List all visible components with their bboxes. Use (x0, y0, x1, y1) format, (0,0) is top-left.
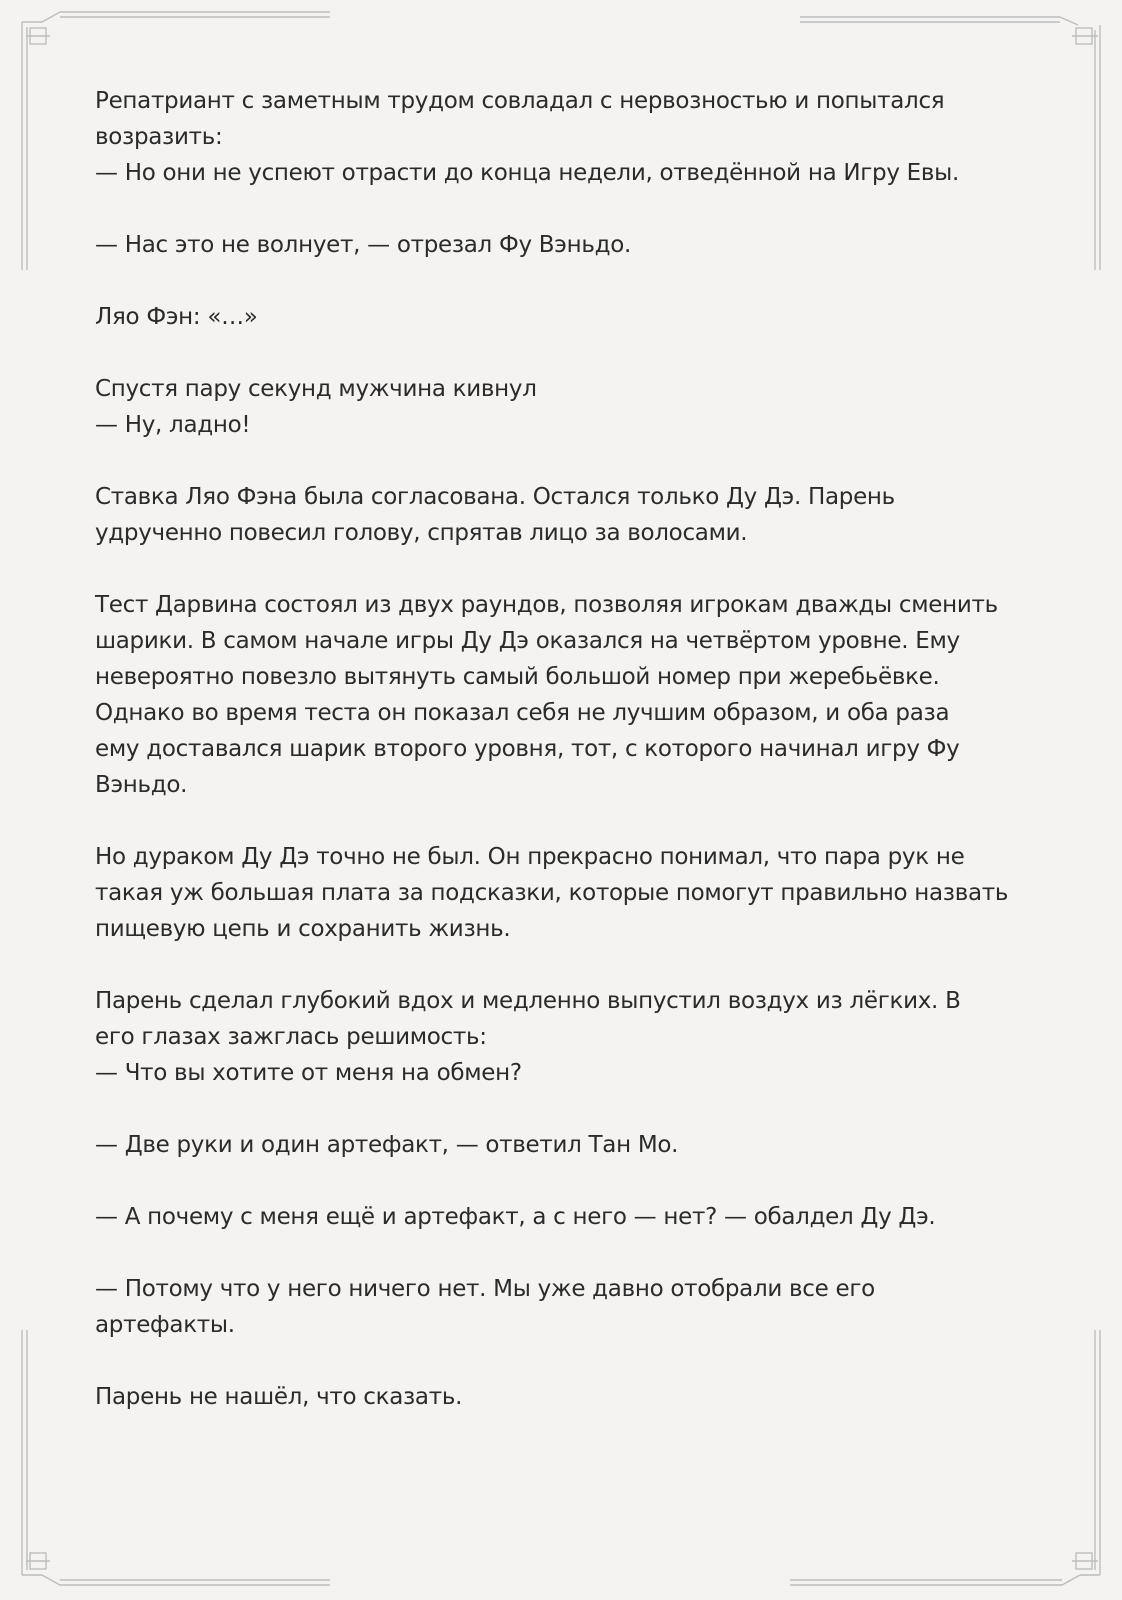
text-line: Но дураком Ду Дэ точно не был. Он прекрасно понимал, что пара рук не (95, 844, 965, 870)
paragraph (95, 839, 1035, 947)
text-line: Парень сделал глубокий вдох и медленно выпустил воздух из лёгких. В (95, 988, 961, 1014)
paragraph (95, 983, 1035, 1091)
text-line: — Но они не успеют отрасти до конца недели, отведённой на Игру Евы. (95, 160, 960, 186)
text-line: артефакты. (95, 1312, 235, 1338)
text-line: Ляо Фэн: «…» (95, 304, 258, 330)
paragraph (95, 227, 1035, 263)
text-line: — Ну, ладно! (95, 412, 251, 438)
story-text (95, 83, 1035, 1451)
text-line: — Нас это не волнует, — отрезал Фу Вэньдо. (95, 232, 631, 258)
text-line: Вэньдо. (95, 772, 188, 798)
text-line: Спустя пару секунд мужчина кивнул (95, 376, 537, 402)
paragraph (95, 83, 1035, 191)
paragraph (95, 479, 1035, 551)
text-line: Однако во время теста он показал себя не лучшим образом, и оба раза (95, 700, 950, 726)
text-line: Репатриант с заметным трудом совладал с нервозностью и попытался (95, 88, 945, 114)
paragraph (95, 1127, 1035, 1163)
paragraph (95, 1271, 1035, 1343)
text-line: — Что вы хотите от меня на обмен? (95, 1060, 522, 1086)
text-line: удрученно повесил голову, спрятав лицо за волосами. (95, 520, 748, 546)
paragraph (95, 587, 1035, 803)
text-line: возразить: (95, 124, 223, 150)
text-line: — Две руки и один артефакт, — ответил Тан Мо. (95, 1132, 679, 1158)
text-line: Тест Дарвина состоял из двух раундов, позволяя игрокам дважды сменить (95, 592, 998, 618)
text-line: такая уж большая плата за подсказки, которые помогут правильно назвать (95, 880, 1009, 906)
text-line: Ставка Ляо Фэна была согласована. Остался только Ду Дэ. Парень (95, 484, 895, 510)
text-line: пищевую цепь и сохранить жизнь. (95, 916, 511, 942)
text-line: — Потому что у него ничего нет. Мы уже давно отобрали все его (95, 1276, 875, 1302)
text-line: ему доставался шарик второго уровня, тот, с которого начинал игру Фу (95, 736, 960, 762)
paragraph (95, 1379, 1035, 1415)
paragraph (95, 299, 1035, 335)
text-line: его глазах зажглась решимость: (95, 1024, 487, 1050)
paragraph (95, 371, 1035, 443)
text-line: шарики. В самом начале игры Ду Дэ оказался на четвёртом уровне. Ему (95, 628, 960, 654)
paragraph (95, 1199, 1035, 1235)
text-line: невероятно повезло вытянуть самый большой номер при жеребьёвке. (95, 664, 940, 690)
text-line: Парень не нашёл, что сказать. (95, 1384, 463, 1410)
text-line: — А почему с меня ещё и артефакт, а с него — нет? — обалдел Ду Дэ. (95, 1204, 936, 1230)
